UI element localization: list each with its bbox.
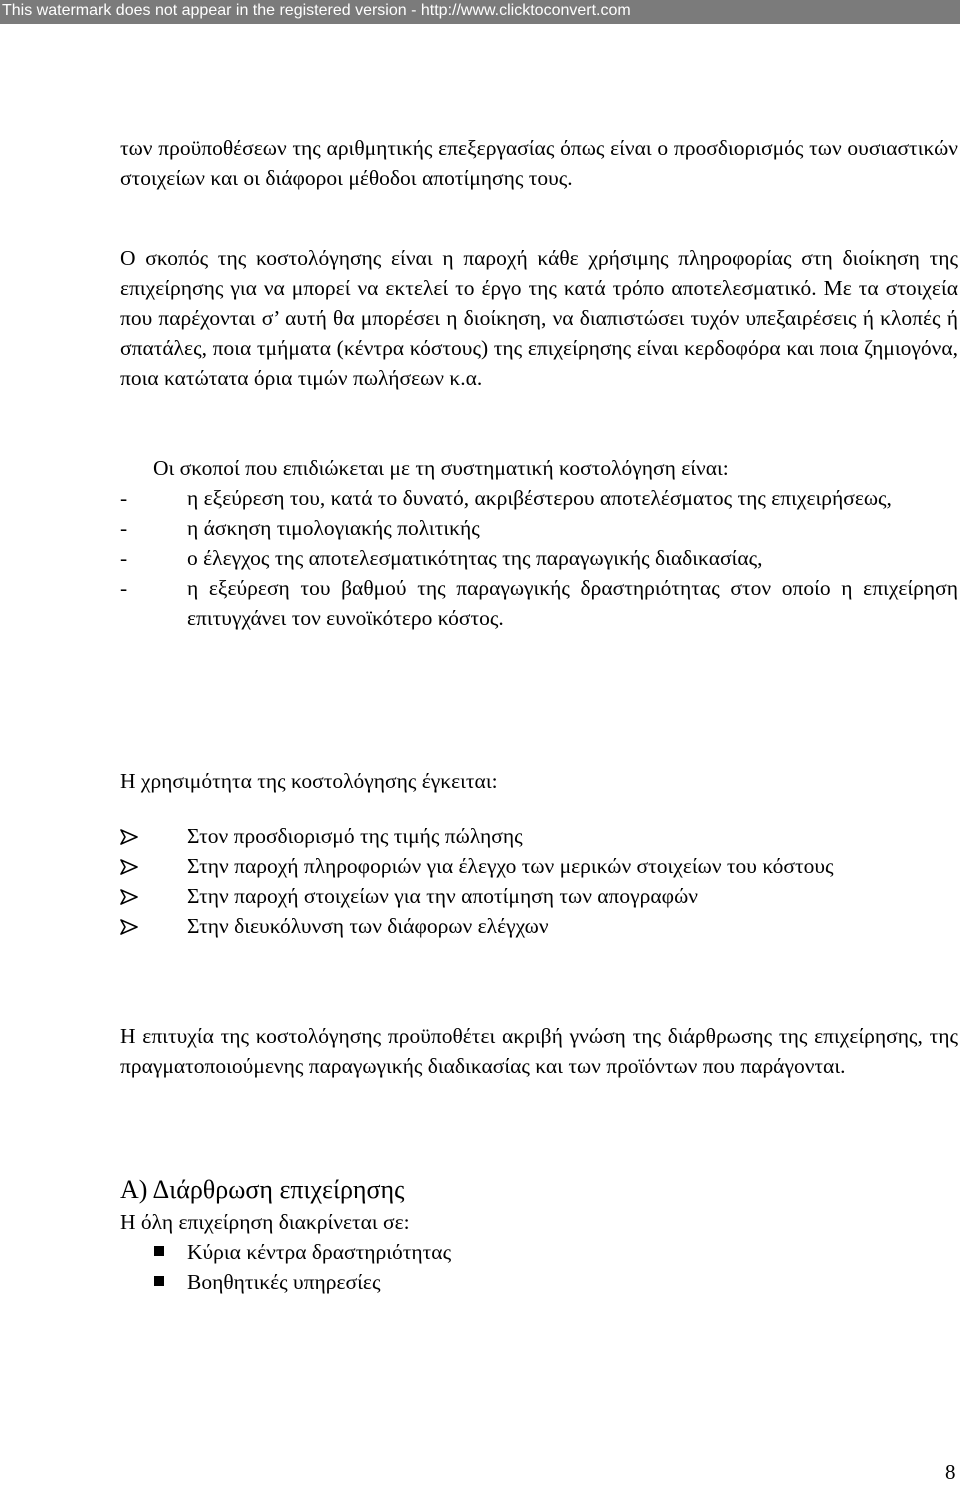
- list-item-text: Στην παροχή στοιχείων για την αποτίμηση των απογραφών: [187, 884, 698, 908]
- dash-marker: -: [120, 576, 128, 600]
- dash-marker: -: [120, 486, 128, 510]
- dash-marker: -: [120, 546, 128, 570]
- page-number: 8: [945, 1460, 956, 1484]
- section-heading: Α) Διάρθρωση επιχείρησης: [120, 1175, 405, 1204]
- square-bullet-icon: [154, 1246, 164, 1256]
- watermark-text: This watermark does not appear in the registered version -: [2, 2, 421, 19]
- list-item: [120, 911, 958, 941]
- list-item-text: ο έλεγχος της αποτελεσματικότητας της παραγωγικής διαδικασίας,: [187, 546, 763, 570]
- watermark-link[interactable]: http://www.clicktoconvert.com: [420, 2, 631, 19]
- paragraph-continuation: των προϋποθέσεων της αριθμητικής επεξεργασίας όπως είναι ο προσδιορισμός των ουσιαστικών στοιχείων και οι διάφοροι μέθοδοι αποτίμησης τους.: [120, 136, 958, 190]
- usefulness-heading: Η χρησιμότητα της κοστολόγησης έγκειται:: [120, 769, 498, 793]
- paragraph-costing-purpose: Ο σκοπός της κοστολόγησης είναι η παροχή κάθε χρήσιμης πληροφορίας στη διοίκηση της επιχείρησης για να μπορεί να εκτελεί το έργο της κατά τρόπο αποτελεσματικό. Με τα στοιχεία που παρέχονται σ’ αυτή θα μπορέσει η διοίκηση, να διαπιστώσει τυχόν υπεξαιρέσεις ή κλοπές ή σπατάλες, ποια τμήματα (κέντρα κόστους) της επιχείρησης είναι κερδοφόρα και ποια ζημιογόνα, ποια κατώτατα όρια τιμών πωλήσεων κ.α.: [120, 246, 958, 390]
- list-item: [120, 483, 958, 513]
- list-item: [120, 573, 958, 633]
- arrowhead-bullet-icon: [120, 821, 187, 851]
- list-item: [120, 851, 958, 881]
- arrowhead-bullet-icon: [120, 881, 187, 911]
- list-item-text: Στην παροχή πληροφοριών για έλεγχο των μερικών στοιχείων του κόστους: [187, 854, 834, 878]
- watermark-bar: [0, 0, 960, 24]
- arrowhead-bullet-icon: [120, 911, 187, 941]
- list-item: [120, 1237, 958, 1267]
- section-intro: Η όλη επιχείρηση διακρίνεται σε:: [120, 1210, 410, 1234]
- list-item: [120, 543, 958, 573]
- list-item: [120, 821, 958, 851]
- list-item: [120, 1267, 958, 1297]
- list-item-text: Κύρια κέντρα δραστηριότητας: [187, 1240, 452, 1264]
- usefulness-list: [120, 821, 958, 941]
- goals-section: [120, 453, 958, 633]
- arrowhead-bullet-icon: [120, 851, 187, 881]
- list-item: [120, 513, 958, 543]
- goals-intro: Οι σκοποί που επιδιώκεται με τη συστηματική κοστολόγηση είναι:: [153, 456, 729, 480]
- list-item-text: Στον προσδιορισμό της τιμής πώλησης: [187, 824, 523, 848]
- list-item-text: η εξεύρεση του, κατά το δυνατό, ακριβέστερου αποτελέσματος της επιχειρήσεως,: [187, 486, 892, 510]
- list-item: [120, 881, 958, 911]
- centers-list: [120, 1237, 958, 1297]
- square-bullet-icon: [154, 1276, 164, 1286]
- paragraph-success-requirement: Η επιτυχία της κοστολόγησης προϋποθέτει ακριβή γνώση της διάρθρωσης της επιχείρησης, της πραγματοποιούμενης παραγωγικής διαδικασίας και των προϊόντων που παράγονται.: [120, 1024, 958, 1078]
- list-item-text: η άσκηση τιμολογιακής πολιτικής: [187, 516, 480, 540]
- dash-marker: -: [120, 516, 128, 540]
- list-item-text: Στην διευκόλυνση των διάφορων ελέγχων: [187, 914, 549, 938]
- list-item-text: Βοηθητικές υπηρεσίες: [187, 1270, 381, 1294]
- list-item-text: η εξεύρεση του βαθμού της παραγωγικής δραστηριότητας στον οποίο η επιχείρηση επιτυγχάνει τον ευνοϊκότερο κόστος.: [187, 576, 958, 630]
